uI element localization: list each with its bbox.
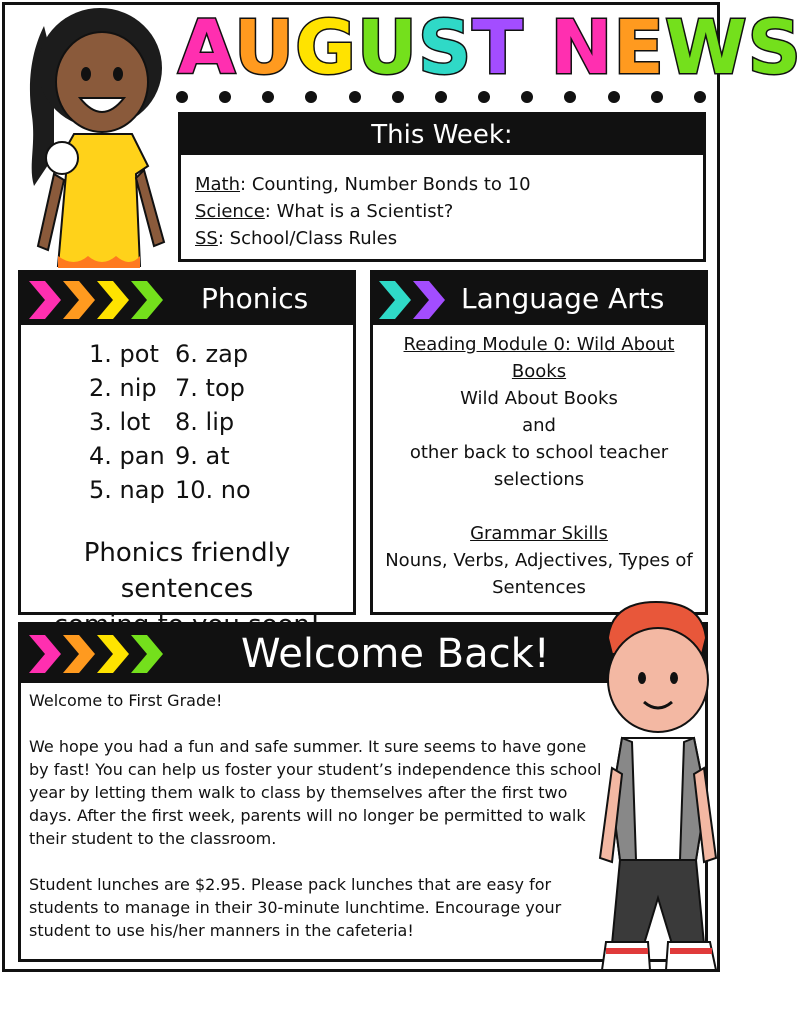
divider-dot [219, 91, 231, 103]
this-week-heading: This Week: [181, 115, 703, 155]
phonics-word-list [89, 337, 265, 507]
phonics-word: 10. no [175, 476, 251, 504]
this-week-row-math [195, 171, 531, 198]
reading-module-line: Wild About Books [460, 388, 618, 409]
title-letter: S [417, 5, 473, 91]
title-letter: G [295, 5, 357, 91]
phonics-word: 4. pan [89, 442, 165, 470]
divider-dot [392, 91, 404, 103]
phonics-word: 5. nap [89, 476, 165, 504]
language-arts-heading: Language Arts [461, 282, 665, 315]
title-letter: U [356, 5, 418, 91]
title-letter: U [234, 5, 296, 91]
phonics-word: 7. top [175, 374, 245, 402]
grammar-skills-title: Grammar Skills [470, 523, 608, 544]
this-week-row-ss [195, 225, 531, 252]
chevron-arrows-icon [29, 281, 167, 319]
title-letter: E [613, 5, 665, 91]
welcome-paragraph: We hope you had a fun and safe summer. It sure seems to have gone by fast! You can help us foster your student’s independence this school year by letting them walk to class by themselves after the first two days. After the first week, parents will no longer be permitted to walk their student to the classroom. [29, 737, 602, 848]
subject-detail: : School/Class Rules [217, 228, 398, 249]
title-letter: W [664, 5, 748, 91]
phonics-word: 3. lot [89, 408, 151, 436]
divider-dot [349, 91, 361, 103]
phonics-note-line: Phonics friendly sentences [83, 538, 291, 604]
this-week-row-science [195, 198, 531, 225]
reading-module-line: and [522, 415, 556, 436]
welcome-paragraph: Welcome to First Grade! [29, 691, 223, 710]
divider-dot [435, 91, 447, 103]
newsletter-title [178, 5, 802, 91]
boy-clipart [592, 598, 724, 978]
phonics-header-bar [21, 273, 353, 325]
subject-label: Math [195, 174, 241, 195]
phonics-word: 1. pot [89, 340, 159, 368]
subject-detail: : What is a Scientist? [264, 201, 454, 222]
subject-detail: : Counting, Number Bonds to 10 [240, 174, 531, 195]
divider-dot [564, 91, 576, 103]
chevron-arrows-icon [379, 281, 451, 319]
language-arts-content [383, 331, 695, 601]
title-letter: A [178, 5, 234, 91]
this-week-list [195, 171, 531, 252]
subject-label: SS [195, 228, 218, 249]
subject-label: Science [195, 201, 265, 222]
phonics-word: 2. nip [89, 374, 157, 402]
phonics-heading: Phonics [201, 282, 309, 315]
divider-dot [651, 91, 663, 103]
reading-module-line: other back to school teacher selections [409, 442, 669, 490]
divider-dot [478, 91, 490, 103]
divider-dot [305, 91, 317, 103]
phonics-box [18, 270, 356, 615]
title-letter: N [550, 5, 614, 91]
divider-dot [608, 91, 620, 103]
grammar-skills-text: Nouns, Verbs, Adjectives, Types of Sentences [385, 550, 693, 598]
divider-dot [521, 91, 533, 103]
phonics-word: 8. lip [175, 408, 235, 436]
divider-dot [694, 91, 706, 103]
title-letter: T [472, 5, 524, 91]
title-dot-divider [176, 91, 706, 105]
girl-clipart [14, 6, 174, 274]
phonics-word: 9. at [175, 442, 230, 470]
welcome-heading: Welcome Back! [241, 631, 550, 677]
welcome-message [29, 689, 607, 965]
language-arts-box [370, 270, 708, 615]
reading-module-title: Reading Module 0: Wild About Books [403, 334, 675, 382]
phonics-word: 6. zap [175, 340, 249, 368]
welcome-paragraph: Student lunches are $2.95. Please pack lunches that are easy for students to manage in their 30-minute lunchtime. Encourage your student to use his/her manners in the cafeteria! [29, 875, 562, 940]
title-letter: S [747, 5, 802, 91]
chevron-arrows-icon [29, 634, 167, 674]
language-arts-header-bar [373, 273, 705, 325]
this-week-box [178, 112, 706, 262]
divider-dot [176, 91, 188, 103]
divider-dot [262, 91, 274, 103]
title-space [524, 5, 551, 91]
